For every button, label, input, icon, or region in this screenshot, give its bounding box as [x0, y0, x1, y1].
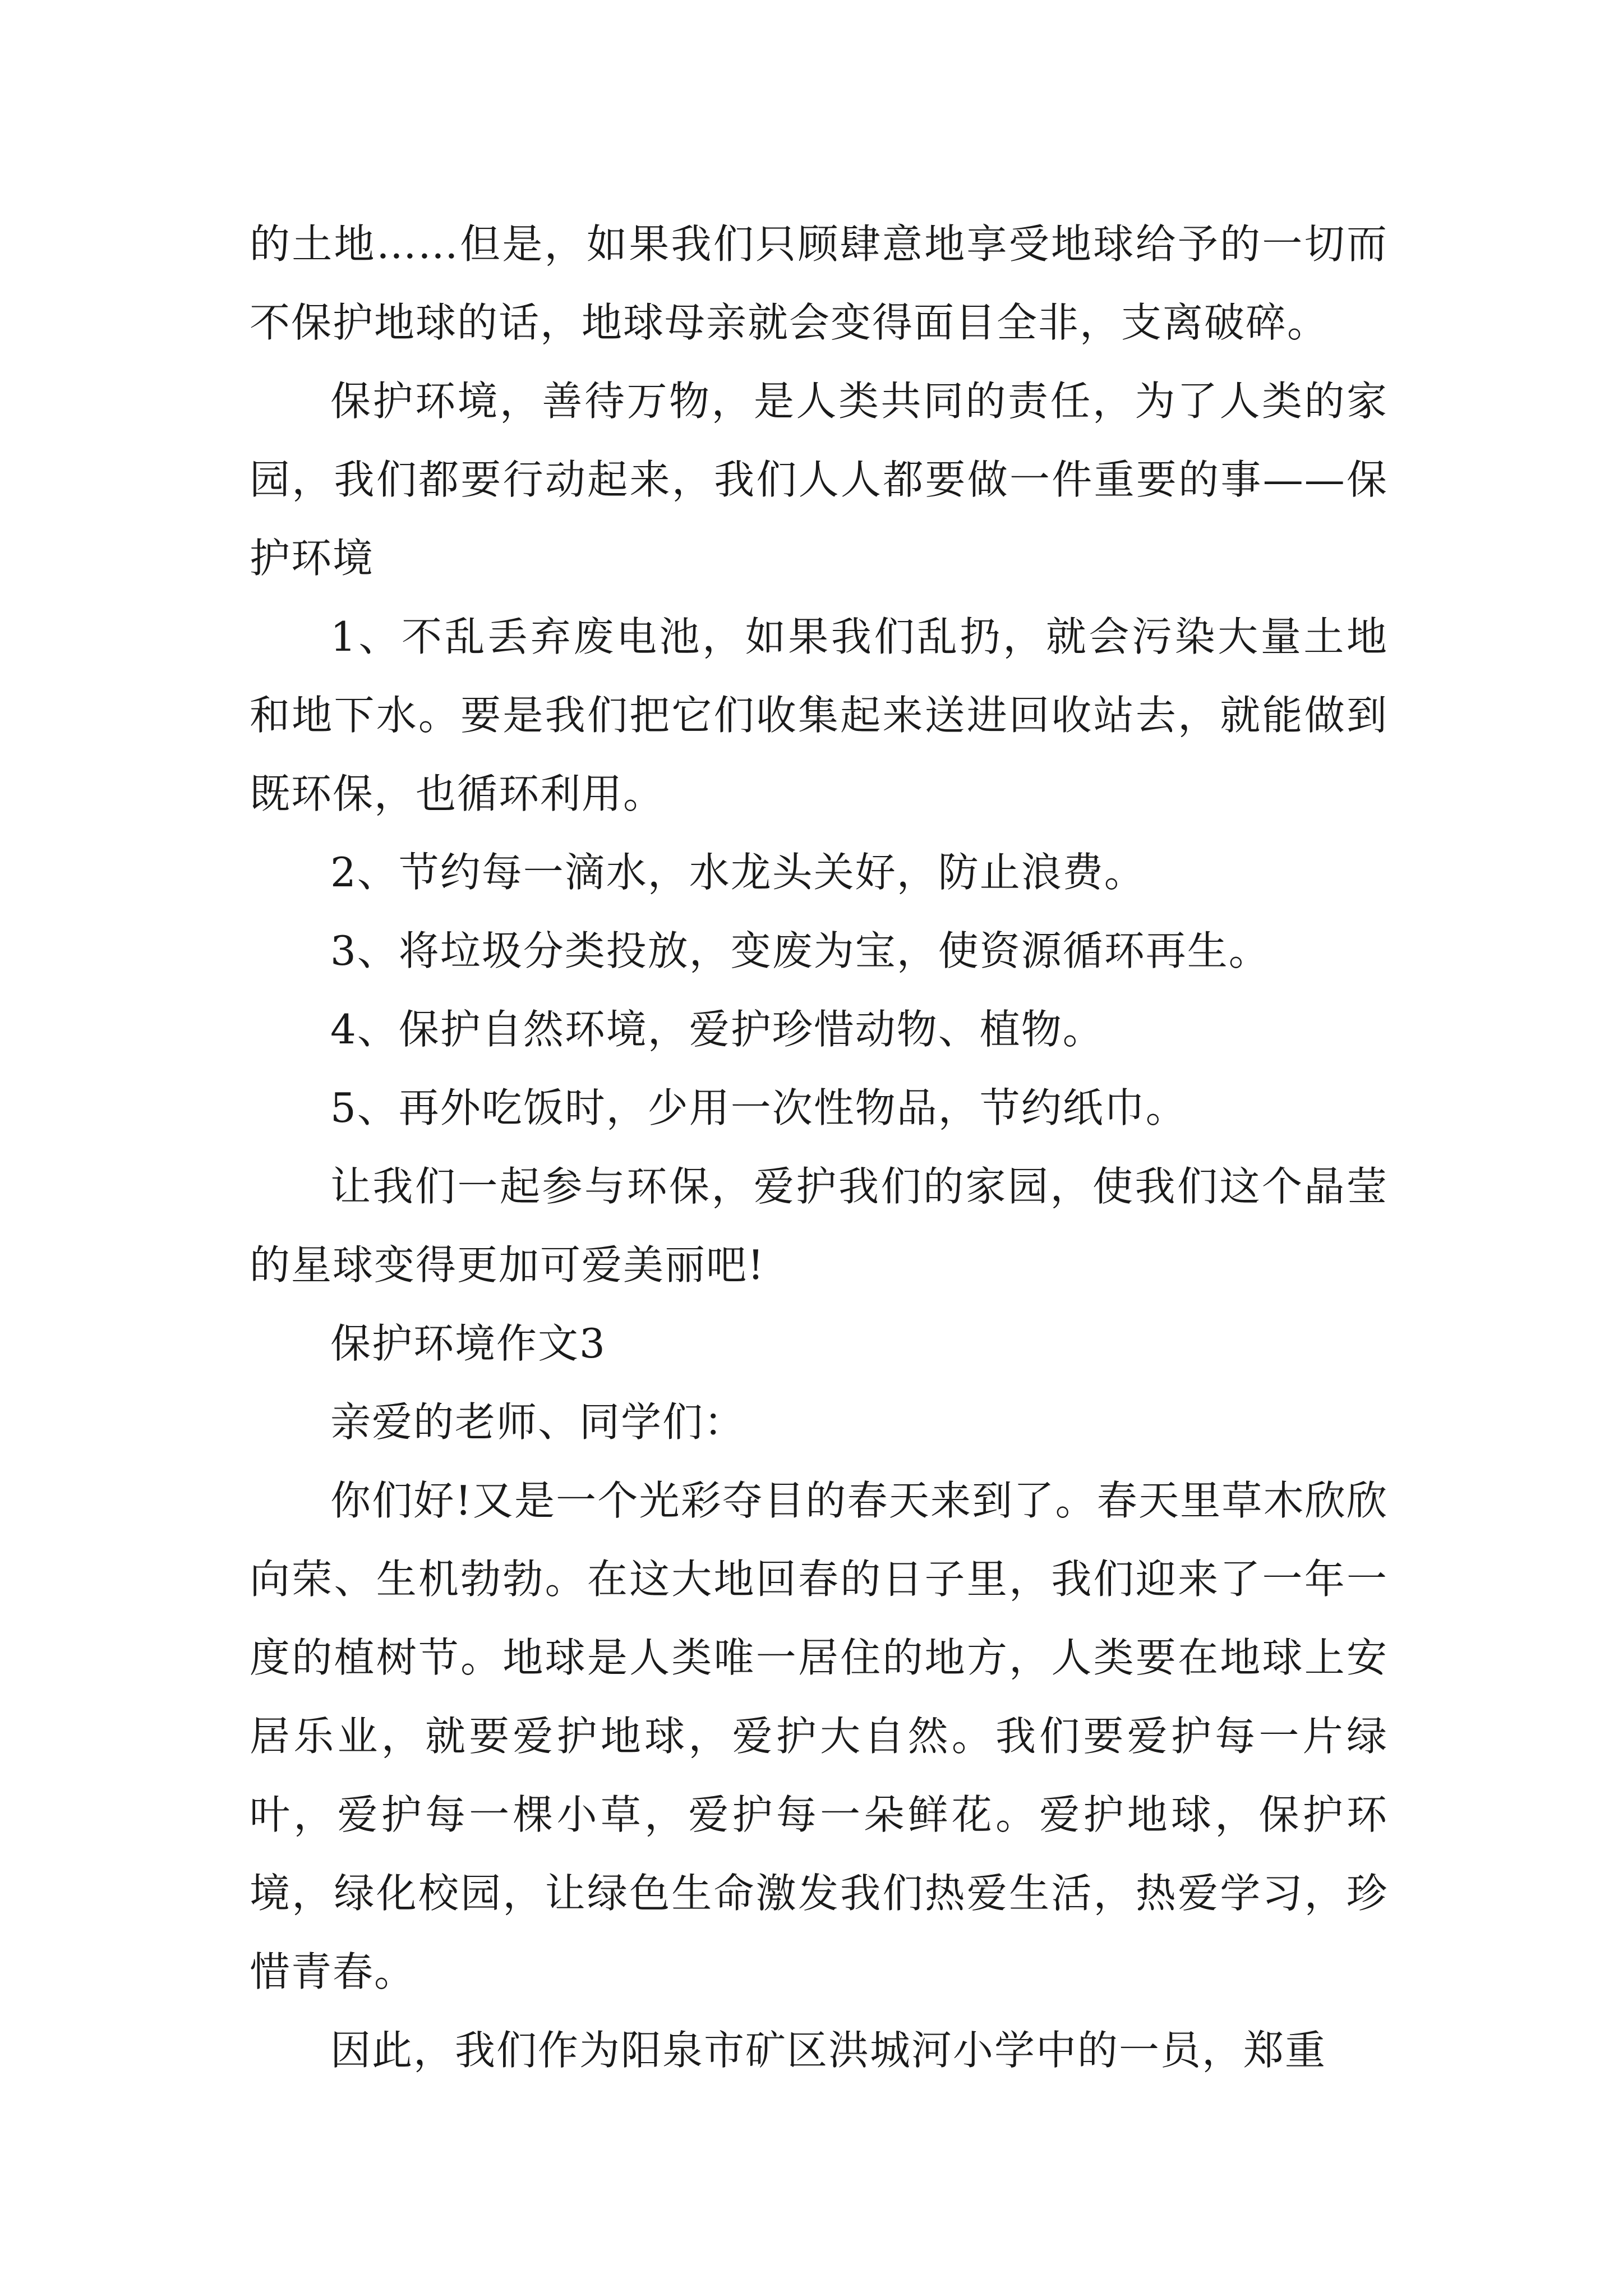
list-item-disposables: 5、再外吃饭时，少用一次性物品，节约纸巾。: [330, 1084, 1187, 1131]
document-body: [250, 205, 1388, 2090]
salutation: 亲爱的老师、同学们：: [330, 1398, 746, 1446]
paragraph-school: 因此，我们作为阳泉市矿区洪城河小学中的一员，郑重: [330, 2027, 1327, 2074]
paragraph-call-to-action: 让我们一起参与环保，爱护我们的家园，使我们这个晶莹的星球变得更加可爱美丽吧!: [250, 1163, 1388, 1289]
list-item-nature: 4、保护自然环境，爱护珍惜动物、植物。: [330, 1006, 1104, 1053]
paragraph-spring: 你们好!又是一个光彩夺目的春天来到了。春天里草木欣欣向荣、生机勃勃。在这大地回春的日子里，我们迎来了一年一度的植树节。地球是人类唯一居住的地方，人类要在地球上安居乐业，就要爱护地球，爱护大自然。我们要爱护每一片绿叶，爱护每一棵小草，爱护每一朵鲜花。爱护地球，保护环境，绿化校园，让绿色生命激发我们热爱生活，热爱学习，珍惜青春。: [250, 1477, 1388, 1995]
list-item-batteries: 1、不乱丢弃废电池，如果我们乱扔，就会污染大量土地和地下水。要是我们把它们收集起来送进回收站去，就能做到既环保，也循环利用。: [250, 613, 1388, 817]
paragraph-continuation: 的土地……但是，如果我们只顾肆意地享受地球给予的一切而不保护地球的话，地球母亲就会变得面目全非，支离破碎。: [250, 220, 1388, 346]
paragraph-environment-responsibility: 保护环境，善待万物，是人类共同的责任，为了人类的家园，我们都要行动起来，我们人人都要做一件重要的事——保护环境: [250, 378, 1388, 582]
essay-heading: 保护环境作文3: [330, 1320, 606, 1367]
list-item-garbage: 3、将垃圾分类投放，变废为宝，使资源循环再生。: [330, 927, 1270, 974]
list-item-water: 2、节约每一滴水，水龙头关好，防止浪费。: [330, 849, 1146, 896]
